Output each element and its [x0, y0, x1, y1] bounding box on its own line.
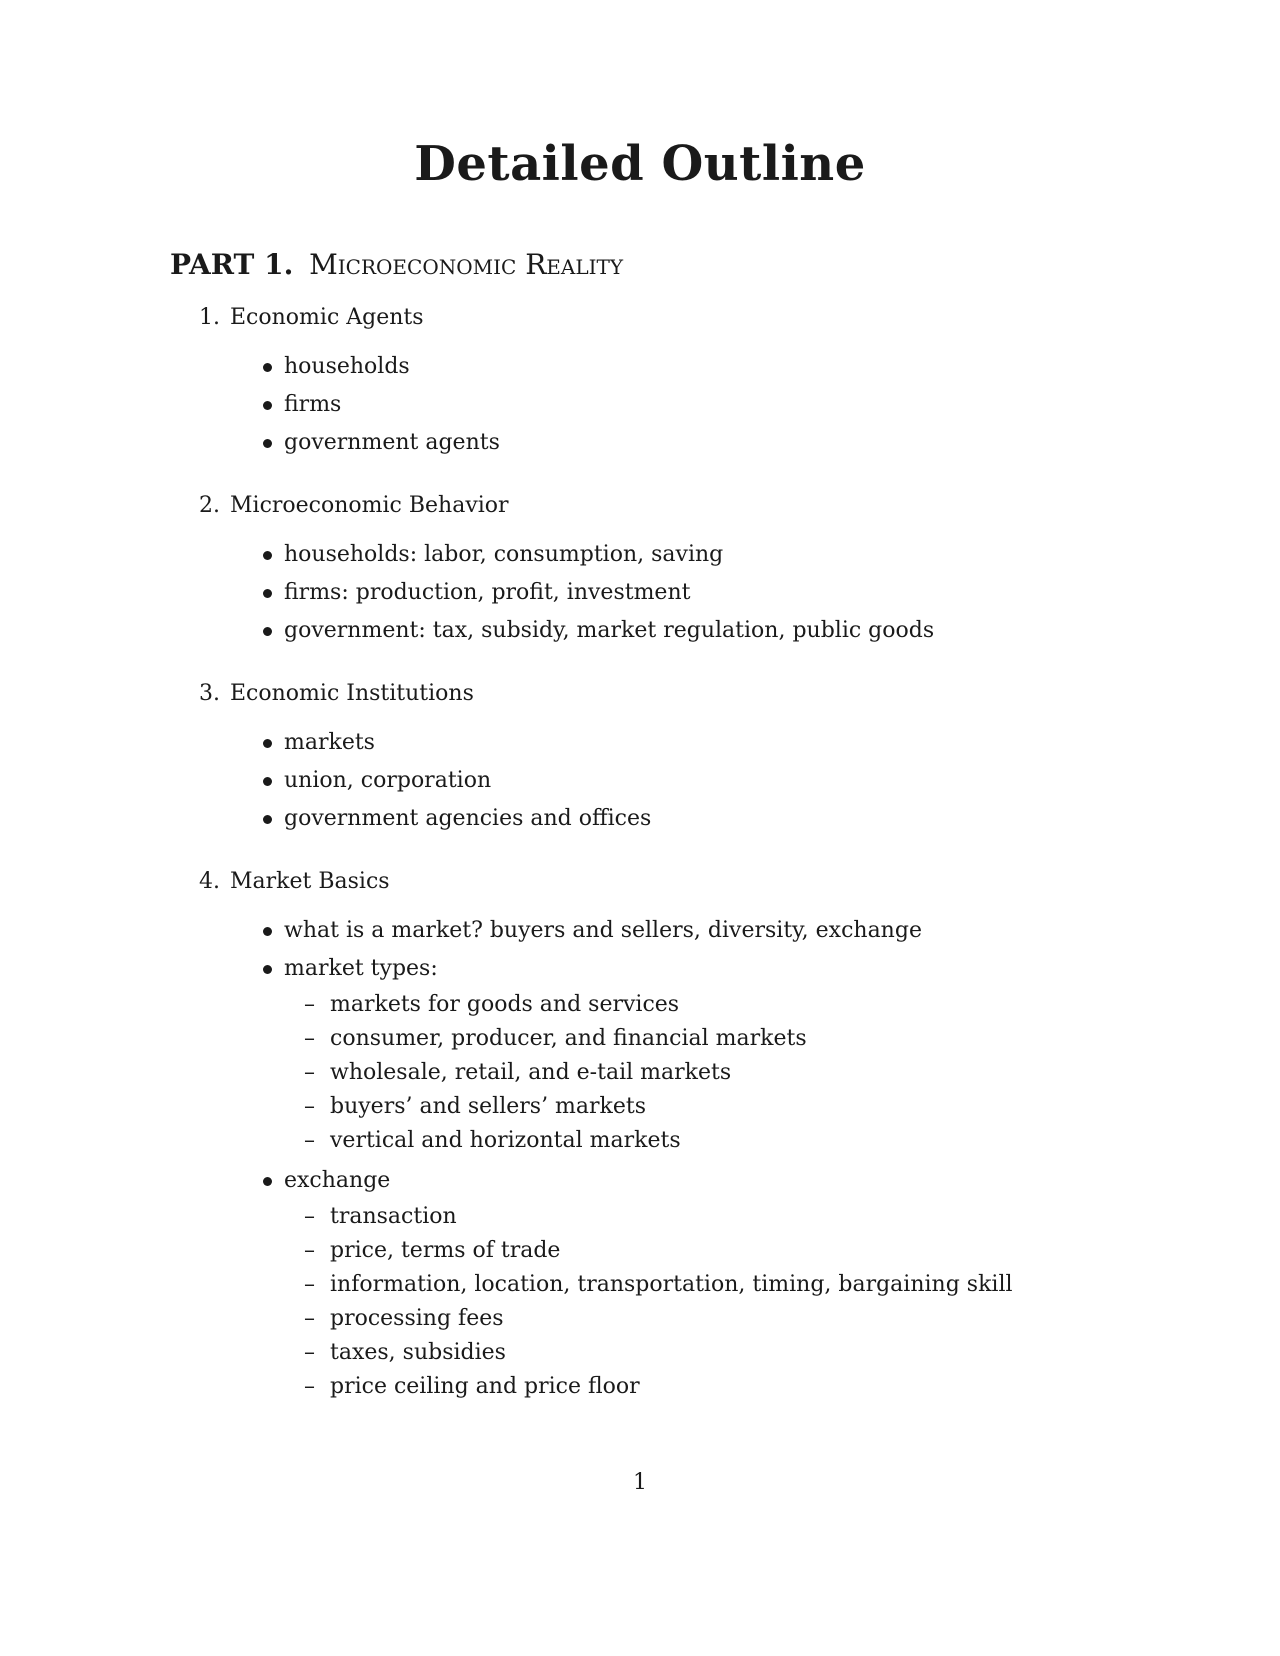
- section-title: Market Basics: [230, 868, 390, 894]
- list-item: [170, 762, 1170, 800]
- bullet-icon: [263, 777, 272, 786]
- list-item-text: markets: [284, 730, 375, 755]
- section-heading: [170, 864, 1170, 898]
- list-item: [170, 612, 1170, 650]
- outline-sections: [170, 300, 1170, 1430]
- list-item: [170, 912, 1170, 950]
- sub-list-item: [170, 1090, 1170, 1124]
- sub-list-item: [170, 1268, 1170, 1302]
- bullet-icon: [263, 439, 272, 448]
- page-title: Detailed Outline: [414, 136, 866, 192]
- sub-list-wrapper: [170, 988, 1170, 1158]
- list-item: [170, 574, 1170, 612]
- sub-list-item: [170, 1336, 1170, 1370]
- bullet-icon: [263, 1177, 272, 1186]
- dash-icon: –: [304, 1306, 315, 1331]
- list-item-text: households: [284, 354, 410, 379]
- bullet-icon: [263, 927, 272, 936]
- bullet-list: [170, 724, 1170, 838]
- bullet-icon: [263, 627, 272, 636]
- part-label: PART 1.: [170, 248, 294, 281]
- bullet-list: [170, 912, 1170, 1404]
- outline-section: [170, 488, 1170, 650]
- dash-icon: –: [304, 992, 315, 1017]
- dash-icon: –: [304, 1204, 315, 1229]
- sub-list-item-text: price, terms of trade: [330, 1238, 561, 1263]
- sub-list-item-text: taxes, subsidies: [330, 1340, 506, 1365]
- dash-icon: –: [304, 1026, 315, 1051]
- section-number: 1.: [199, 304, 220, 330]
- outline-section: [170, 676, 1170, 838]
- sub-list-item: [170, 1234, 1170, 1268]
- bullet-icon: [263, 589, 272, 598]
- list-item: [170, 724, 1170, 762]
- list-item-text: exchange: [284, 1168, 391, 1193]
- sub-list-item: [170, 1200, 1170, 1234]
- list-item-text: firms: [284, 392, 342, 417]
- section-heading: [170, 488, 1170, 522]
- list-item-text: government: tax, subsidy, market regulation, public goods: [284, 618, 935, 643]
- list-item: [170, 1162, 1170, 1200]
- outline-section: [170, 300, 1170, 462]
- dash-icon: –: [304, 1340, 315, 1365]
- bullet-icon: [263, 965, 272, 974]
- sub-list-wrapper: [170, 1200, 1170, 1404]
- sub-list: [170, 1200, 1170, 1404]
- part-heading: [170, 248, 623, 282]
- list-item: [170, 386, 1170, 424]
- section-title: Economic Agents: [230, 304, 424, 330]
- bullet-list: [170, 348, 1170, 462]
- section-heading: [170, 300, 1170, 334]
- list-item: [170, 348, 1170, 386]
- list-item: [170, 950, 1170, 988]
- sub-list-item: [170, 1370, 1170, 1404]
- list-item-text: households: labor, consumption, saving: [284, 542, 724, 567]
- dash-icon: –: [304, 1094, 315, 1119]
- dash-icon: –: [304, 1238, 315, 1263]
- list-item-text: what is a market? buyers and sellers, diversity, exchange: [284, 918, 922, 943]
- bullet-icon: [263, 551, 272, 560]
- bullet-list: [170, 536, 1170, 650]
- list-item-text: government agents: [284, 430, 500, 455]
- sub-list-item-text: vertical and horizontal markets: [330, 1128, 681, 1153]
- section-number: 2.: [199, 492, 220, 518]
- list-item-text: union, corporation: [284, 768, 492, 793]
- list-item: [170, 424, 1170, 462]
- section-title: Microeconomic Behavior: [230, 492, 509, 518]
- bullet-icon: [263, 401, 272, 410]
- sub-list-item-text: buyers’ and sellers’ markets: [330, 1094, 647, 1119]
- section-heading: [170, 676, 1170, 710]
- section-number: 4.: [199, 868, 220, 894]
- sub-list-item: [170, 1124, 1170, 1158]
- section-number: 3.: [199, 680, 220, 706]
- list-item-text: firms: production, profit, investment: [284, 580, 691, 605]
- bullet-icon: [263, 815, 272, 824]
- sub-list-item-text: wholesale, retail, and e-tail markets: [330, 1060, 732, 1085]
- sub-list: [170, 988, 1170, 1158]
- sub-list-item-text: consumer, producer, and financial markets: [330, 1026, 807, 1051]
- bullet-icon: [263, 739, 272, 748]
- sub-list-item-text: information, location, transportation, timing, bargaining skill: [330, 1272, 1013, 1297]
- sub-list-item-text: price ceiling and price floor: [330, 1374, 640, 1399]
- section-title: Economic Institutions: [230, 680, 474, 706]
- list-item: [170, 800, 1170, 838]
- sub-list-item: [170, 1056, 1170, 1090]
- list-item-text: market types:: [284, 956, 438, 981]
- sub-list-item-text: transaction: [330, 1204, 457, 1229]
- page-number: 1: [633, 1470, 647, 1495]
- part-title: Microeconomic Reality: [309, 248, 624, 281]
- dash-icon: –: [304, 1272, 315, 1297]
- sub-list-item: [170, 988, 1170, 1022]
- dash-icon: –: [304, 1128, 315, 1153]
- sub-list-item: [170, 1302, 1170, 1336]
- sub-list-item-text: markets for goods and services: [330, 992, 680, 1017]
- sub-list-item-text: processing fees: [330, 1306, 504, 1331]
- sub-list-item: [170, 1022, 1170, 1056]
- bullet-icon: [263, 363, 272, 372]
- dash-icon: –: [304, 1374, 315, 1399]
- list-item-text: government agencies and offices: [284, 806, 652, 831]
- list-item: [170, 536, 1170, 574]
- outline-section: [170, 864, 1170, 1404]
- dash-icon: –: [304, 1060, 315, 1085]
